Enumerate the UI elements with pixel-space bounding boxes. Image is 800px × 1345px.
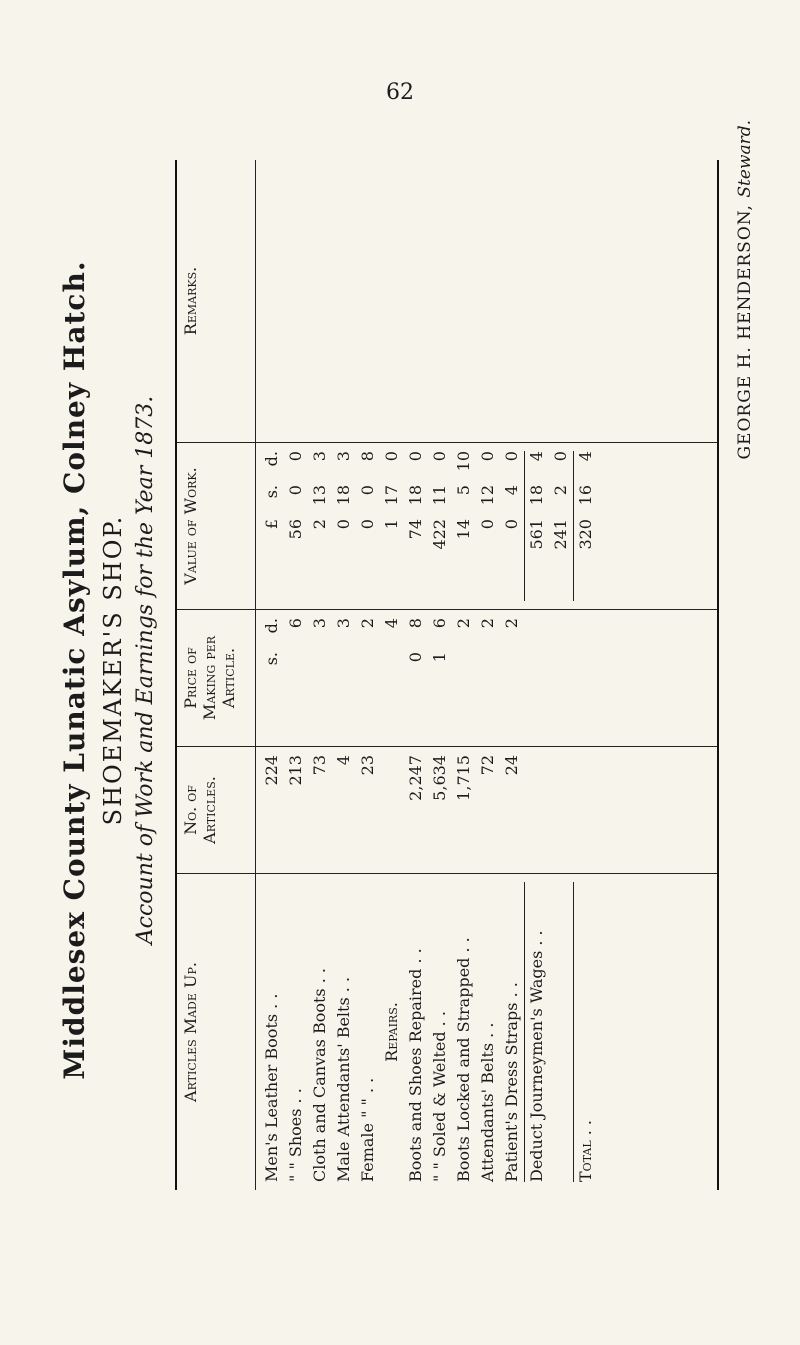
value-column <box>256 443 718 610</box>
article-value: 0 0 8 <box>358 451 377 530</box>
shop-title: SHOEMAKER'S SHOP. <box>99 514 127 826</box>
repair-price: 2 <box>478 618 497 629</box>
article-label: Male Attendants' Belts . . <box>334 976 353 1182</box>
article-price: 2 <box>358 618 377 629</box>
repair-label: Boots and Shoes Repaired . . <box>406 948 425 1182</box>
repair-price: 2 <box>502 618 521 629</box>
repair-value: 0 4 0 <box>502 451 521 530</box>
gross-value: 561 18 4 <box>524 451 549 601</box>
repair-label: Boots Locked and Strapped . . <box>454 937 473 1182</box>
repair-label: Attendants' Belts . . <box>478 1022 497 1182</box>
price-column <box>256 610 718 747</box>
header-price: Price of Making per Article. <box>177 610 256 747</box>
repair-count: 72 <box>478 755 497 776</box>
remarks-column <box>256 160 718 443</box>
total-value: 320 16 4 <box>573 451 598 601</box>
count-column <box>256 747 718 874</box>
steward-role: Steward. <box>735 120 755 198</box>
repair-count: 24 <box>502 755 521 776</box>
wages-value: 241 2 0 <box>551 451 570 550</box>
header-value: Value of Work. <box>177 443 256 610</box>
repair-price: 0 8 <box>406 618 425 663</box>
account-title: Account of Work and Earnings for the Year 1873. <box>133 395 158 945</box>
article-value: 1 17 0 <box>382 451 401 530</box>
article-label: Female " " . . <box>358 1077 377 1182</box>
repair-price: 2 <box>454 618 473 629</box>
article-count: 213 <box>286 755 305 786</box>
articles-column <box>256 874 718 1191</box>
steward-name: GEORGE H. HENDERSON, <box>735 204 755 460</box>
article-price: 3 <box>334 618 353 629</box>
price-units: s. d. <box>262 618 281 666</box>
article-count: 4 <box>334 755 353 766</box>
header-remarks: Remarks. <box>177 160 256 443</box>
header-row <box>177 160 256 1190</box>
repairs-heading: Repairs. <box>382 1002 401 1062</box>
article-value: 0 18 3 <box>334 451 353 530</box>
repair-label: " " Soled & Welted . . <box>430 1011 449 1182</box>
repair-count: 1,715 <box>454 755 473 801</box>
article-price: 4 <box>382 618 401 629</box>
header-articles: Articles Made Up. <box>177 874 256 1191</box>
repair-label: Patient's Dress Straps . . <box>502 982 521 1182</box>
repair-value: 74 18 0 <box>406 451 425 540</box>
body-row <box>256 160 718 1190</box>
ledger-table <box>177 160 717 1190</box>
asylum-title: Middlesex County Lunatic Asylum, Colney Hatch. <box>58 260 91 1080</box>
article-price: 6 <box>286 618 305 629</box>
article-count: 73 <box>310 755 329 776</box>
value-units: £ s. d. <box>262 451 281 530</box>
spacer <box>549 882 573 1182</box>
article-count: 224 <box>262 755 281 786</box>
article-label: Men's Leather Boots . . <box>262 993 281 1182</box>
rotated-page-content <box>0 100 800 1250</box>
signature <box>735 120 755 600</box>
header-number: No. of Articles. <box>177 747 256 874</box>
article-price: 3 <box>310 618 329 629</box>
page-number: 62 <box>386 80 414 105</box>
spacer <box>380 755 404 865</box>
total-label: Total . . <box>573 882 598 1182</box>
repair-value: 0 12 0 <box>478 451 497 530</box>
article-label: " " Shoes . . <box>286 1088 305 1182</box>
repair-count: 2,247 <box>406 755 425 801</box>
article-count: 23 <box>358 755 377 776</box>
repair-price: 1 6 <box>430 618 449 663</box>
ledger-table-container <box>175 160 719 1190</box>
title-block <box>58 130 158 1210</box>
article-value: 2 13 3 <box>310 451 329 530</box>
repair-value: 14 5 10 <box>454 451 473 540</box>
article-label: Cloth and Canvas Boots . . <box>310 968 329 1182</box>
repair-count: 5,634 <box>430 755 449 801</box>
article-value: 56 0 0 <box>286 451 305 540</box>
deduct-label: Deduct Journeymen's Wages . . <box>524 882 549 1182</box>
repair-value: 422 11 0 <box>430 451 449 550</box>
